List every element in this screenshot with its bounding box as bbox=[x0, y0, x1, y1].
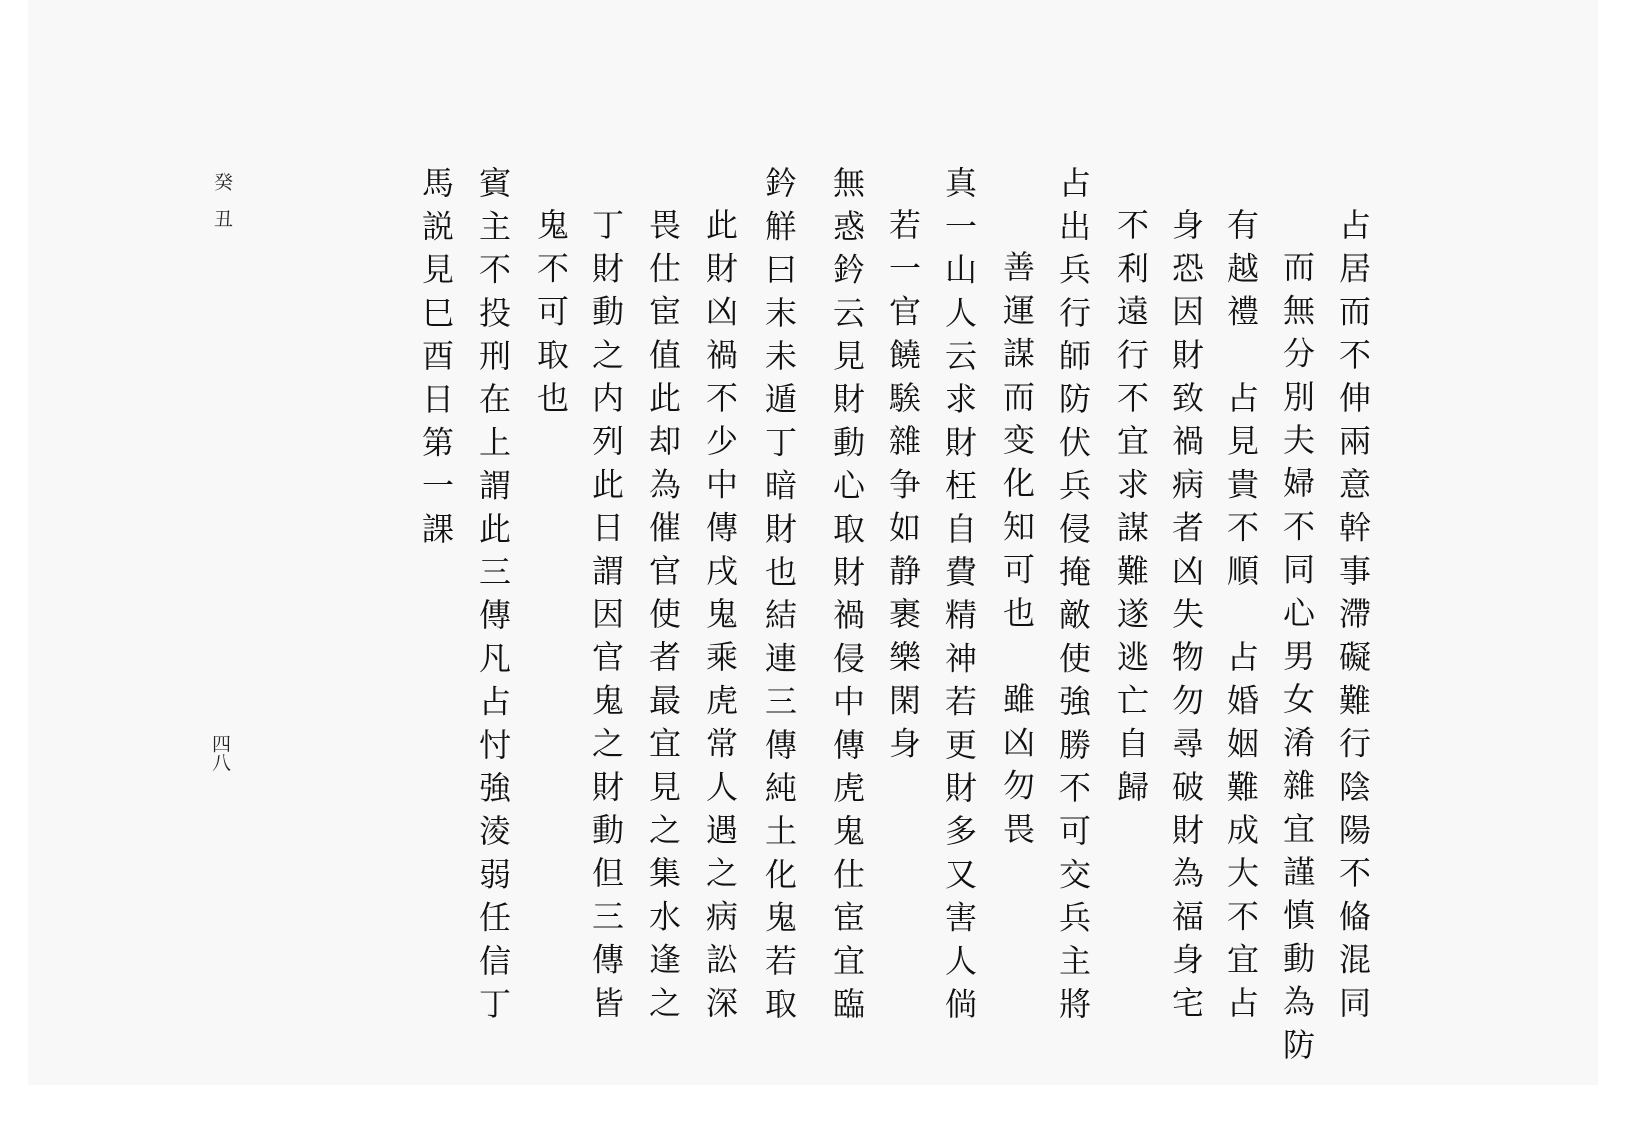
page-number: 四八 bbox=[209, 734, 231, 772]
margin-title: 癸丑 bbox=[211, 172, 233, 246]
text-column-5: 不利遠行不宜求謀難遂逃亡自歸 bbox=[1112, 208, 1150, 813]
text-column-3: 有越禮 占見貴不順 占婚姻難成大不宜占 bbox=[1222, 208, 1260, 1029]
text-column-16: 賓主不投刑在上謂此三傳凡占忖強淩弱任信丁 bbox=[474, 166, 512, 1030]
text-column-2: 而無分別夫婦不同心男女淆雜宜謹慎動為防 bbox=[1278, 250, 1316, 1071]
text-column-7: 善運謀而变化知可也 雖凶勿畏 bbox=[998, 250, 1036, 855]
text-column-12: 此財凶禍不少中傳戌鬼乘虎常人遇之病訟深 bbox=[701, 208, 739, 1029]
text-column-8: 真一山人云求財枉自費精神若更財多又害人倘 bbox=[940, 166, 978, 1030]
text-column-17: 馬説見巳酉日第一課 bbox=[417, 166, 455, 555]
text-column-13: 畏仕宦值此却為催官使者最宜見之集水逢之 bbox=[644, 208, 682, 1029]
text-column-14: 丁財動之内列此日謂因官鬼之財動但三傳皆 bbox=[587, 208, 625, 1029]
text-column-9: 若一官饒騃雜争如静裹樂閑身 bbox=[884, 208, 922, 770]
text-column-10: 無惑鈐云見財動心取財禍侵中傳虎鬼仕宦宜臨 bbox=[828, 166, 866, 1030]
text-column-4: 身恐因財致禍病者凶失物勿尋破財為福身宅 bbox=[1167, 208, 1205, 1029]
text-column-6: 占出兵行師防伏兵侵掩敵使強勝不可交兵主將 bbox=[1054, 166, 1092, 1030]
text-column-11: 鈐觧曰末未遁丁暗財也結連三傳純土化鬼若取 bbox=[760, 166, 798, 1030]
text-column-15: 鬼不可取也 bbox=[532, 208, 570, 424]
text-column-1: 占居而不伸兩意幹事滯礙難行陰陽不偹混同 bbox=[1334, 208, 1372, 1029]
